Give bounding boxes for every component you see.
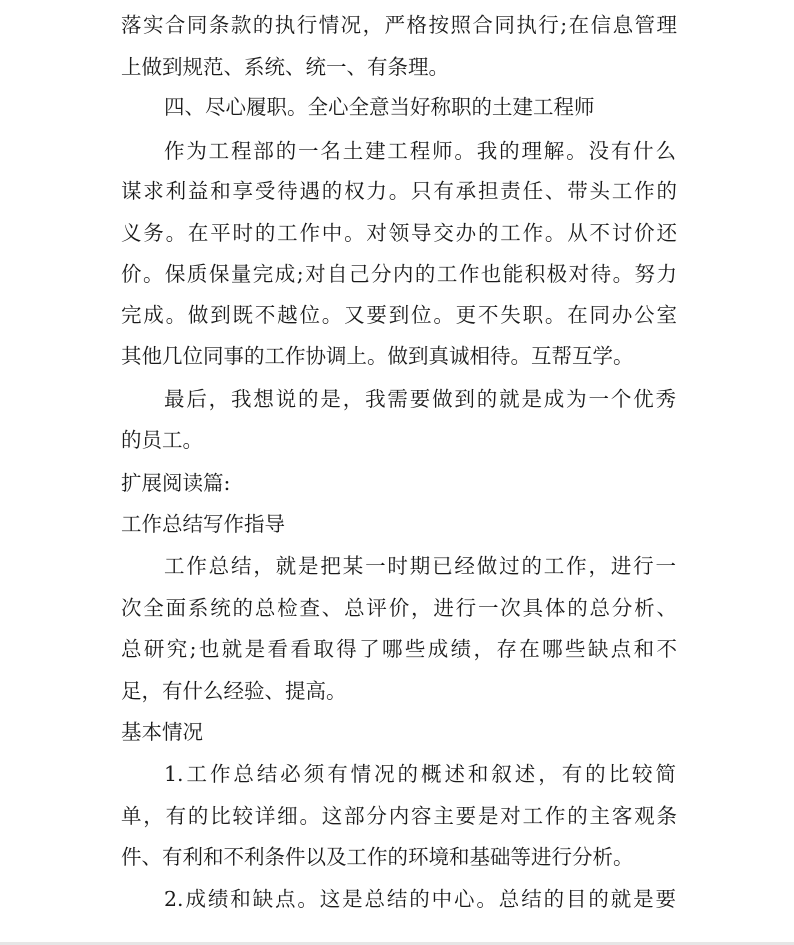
body-text-line: 工作总结，就是把某一时期已经做过的工作，进行一: [164, 554, 676, 578]
body-text-line: 价。保质保量完成;对自己分内的工作也能积极对待。努力: [121, 262, 677, 286]
body-text-line: 完成。做到既不越位。又要到位。更不失职。在同办公室: [121, 303, 677, 327]
body-text-line: 2.成绩和缺点。这是总结的中心。总结的目的就是要: [164, 887, 676, 911]
section-heading: 基本情况: [121, 720, 203, 744]
body-text-line: 件、有利和不利条件以及工作的环境和基础等进行分析。: [121, 845, 634, 869]
body-text-line: 上做到规范、系统、统一、有条理。: [121, 55, 449, 79]
body-text-line: 义务。在平时的工作中。对领导交办的工作。从不讨价还: [121, 221, 677, 245]
section-heading: 扩展阅读篇:: [121, 471, 231, 495]
body-text-line: 最后，我想说的是，我需要做到的就是成为一个优秀: [164, 387, 676, 411]
body-text-line: 足，有什么经验、提高。: [121, 679, 347, 703]
body-text-line: 谋求利益和享受待遇的权力。只有承担责任、带头工作的: [121, 179, 677, 203]
body-text-line: 1.工作总结必须有情况的概述和叙述，有的比较简: [164, 762, 676, 786]
body-text-line: 总研究;也就是看看取得了哪些成绩，存在哪些缺点和不: [121, 637, 677, 661]
section-heading: 工作总结写作指导: [121, 512, 285, 536]
body-text-line: 作为工程部的一名土建工程师。我的理解。没有什么: [164, 139, 676, 163]
body-text-line: 的员工。: [121, 428, 203, 452]
section-heading: 四、尽心履职。全心全意当好称职的土建工程师: [164, 95, 595, 119]
body-text-line: 单，有的比较详细。这部分内容主要是对工作的主客观条: [121, 804, 677, 828]
body-text-line: 其他几位同事的工作协调上。做到真诚相待。互帮互学。: [121, 344, 634, 368]
body-text-line: 次全面系统的总检查、总评价，进行一次具体的总分析、: [121, 596, 677, 620]
body-text-line: 落实合同条款的执行情况，严格按照合同执行;在信息管理: [121, 13, 677, 37]
